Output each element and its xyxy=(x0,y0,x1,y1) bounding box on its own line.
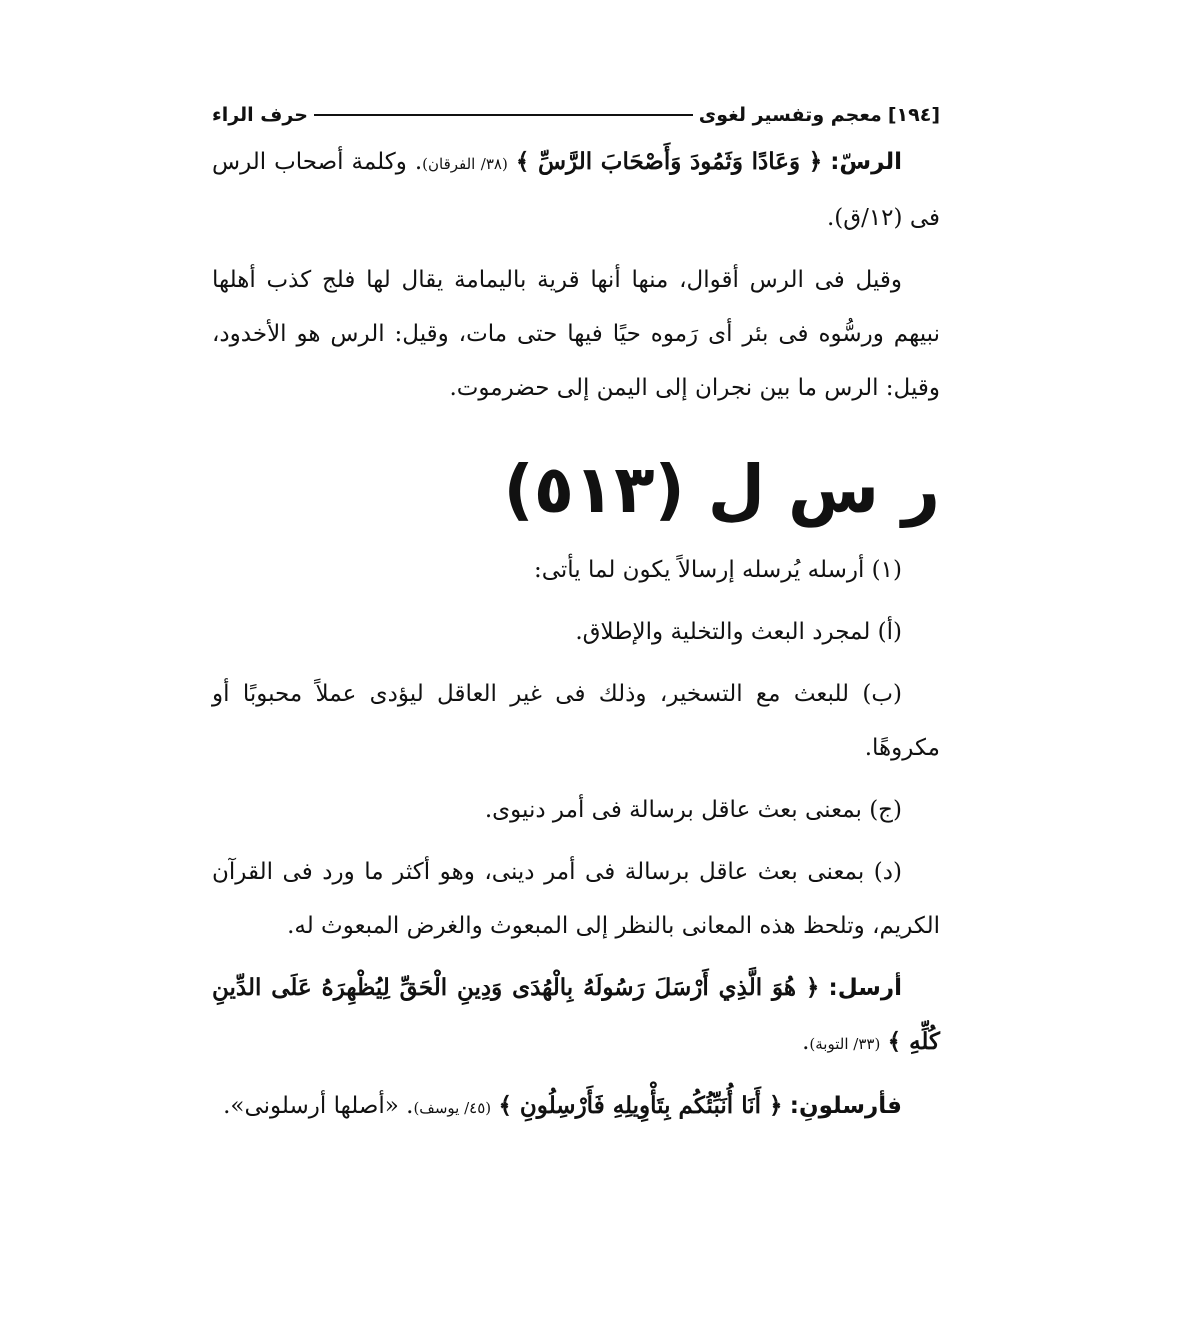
meaning-d: (د) بمعنى بعث عاقل برسالة فى أمر دينى، وهو أكثر ما ورد فى القرآن الكريم، وتلحظ هذه المعانى بالنظر إلى المبعوث والغرض المبعوث له. xyxy=(212,859,940,939)
entry-farsilun xyxy=(212,1079,940,1135)
root-heading: ر س ل (٥١٣) xyxy=(503,451,940,528)
quran-ref-farsilun: (٤٥/ يوسف) xyxy=(413,1099,492,1117)
body-text xyxy=(212,135,940,1135)
chapter-title: حرف الراء xyxy=(212,104,308,126)
page-number: [١٩٤] xyxy=(887,104,940,126)
meaning-intro: (١) أرسله يُرسله إرسالاً يكون لما يأتى: xyxy=(533,557,902,583)
meaning-b: (ب) للبعث مع التسخير، وذلك فى غير العاقل ليؤدى عملاً محبوبًا أو مكروهًا. xyxy=(212,681,940,761)
quran-quote-arsala: ﴿ هُوَ الَّذِي أَرْسَلَ رَسُولَهُ بِالْهُدَى وَدِينِ الْحَقِّ لِيُظْهِرَهُ عَلَى الدِّينِ كُلِّهِ ﴾ xyxy=(212,974,940,1055)
meaning-a: (أ) لمجرد البعث والتخلية والإطلاق. xyxy=(575,619,902,645)
quran-quote-farsilun: ﴿ أَنَا أُنَبِّئُكُم بِتَأْوِيلِهِ فَأَرْسِلُونِ ﴾ xyxy=(498,1092,783,1119)
headword-farsilun: فأرسلونِ: xyxy=(789,1093,902,1119)
rass-explanation: وقيل فى الرس أقوال، منها أنها قرية باليمامة يقال لها فلج كذب أهلها نبيهم ورسُّوه فى بئر أى رَموه حيًا فيها حتى مات، وقيل: الرس هو الأخدود، وقيل: الرس ما بين نجران إلى اليمن إلى حضرموت. xyxy=(212,267,940,401)
headword-rass: الرسّ: xyxy=(830,149,902,175)
entry-rass-text: . وكلمة أصحاب الرس فى (١٢/ق). xyxy=(212,149,940,231)
quran-ref-arsala: (٣٣/ التوبة) xyxy=(809,1035,881,1053)
entry-farsilun-text: . «أصلها أرسلونى». xyxy=(223,1093,414,1119)
entry-arsala xyxy=(212,961,940,1071)
running-header xyxy=(212,95,940,135)
entry-arsala-text: . xyxy=(802,1029,810,1055)
entry-rass xyxy=(212,135,940,245)
header-rule xyxy=(314,114,693,116)
meaning-c: (ج) بمعنى بعث عاقل برسالة فى أمر دنيوى. xyxy=(484,797,902,823)
book-title: معجم وتفسير لغوى xyxy=(698,104,882,126)
page xyxy=(212,95,940,1135)
headword-arsala: أرسل: xyxy=(828,975,902,1001)
quran-quote-rass: ﴿ وَعَادًا وَثَمُودَ وَأَصْحَابَ الرَّسِّ ﴾ xyxy=(515,148,823,175)
quran-ref-rass: (٣٨/ الفرقان) xyxy=(422,155,508,173)
